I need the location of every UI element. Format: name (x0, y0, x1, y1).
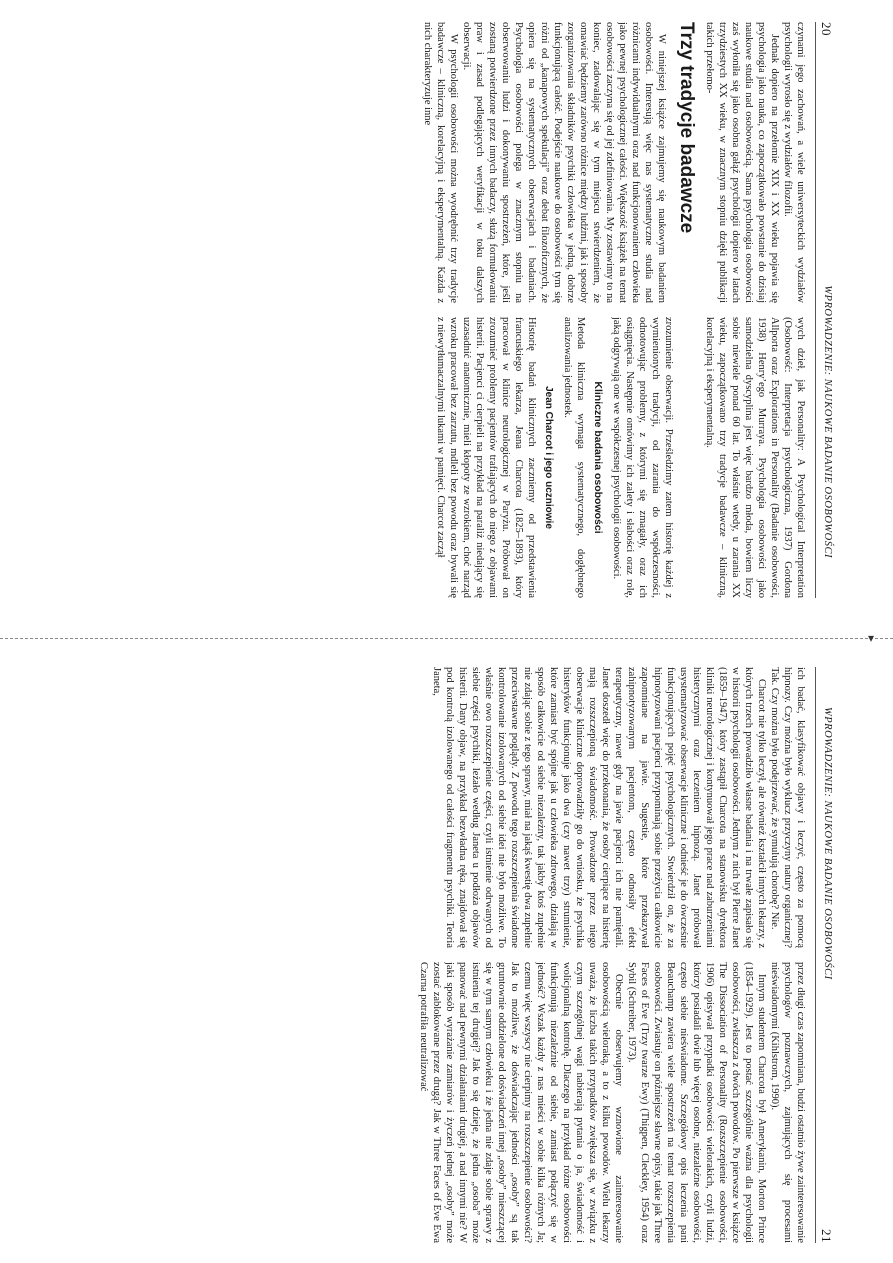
text-columns (407, 667, 807, 1243)
chapter-title: Trzy tradycje badawcze (676, 22, 697, 234)
paragraph: W psychologii osobowości można wyodrębnić trzy tradycje badawcze – kliniczną, korelacyjną i eksperymentalną. Każda z nich charakteryzuje inne (422, 22, 459, 303)
subsection-heading: Jean Charcot i jego uczniowie (543, 386, 554, 529)
paragraph: czynami jego zachowań, a wiele uniwersyteckich wydziałów psychologii wyrosło się z wydziałów filozofii. (782, 22, 806, 303)
paragraph: zrozumienie obserwacji. Prześledzimy zatem historię każdej z wymienionych tradycji, od zarania do współczesności, odnotowując problemy, z którymi się zmagały, oraz ich osiągnięcia. Następnie omówimy ich zalety i słabości oraz rolę, jaką odgrywają one we współczesnej psychologii osobowości. (611, 317, 674, 598)
binding-mark-icon: ▾ (868, 631, 875, 645)
paragraph: Metoda kliniczna wymaga systematycznego, dogłębnego analizowania jednostek. (562, 317, 586, 598)
column-right (407, 317, 807, 598)
column-left (407, 667, 807, 948)
column-left (407, 22, 807, 303)
page-gutter (0, 633, 893, 645)
paragraph: wych dzieł, jak Personality: A Psychological Interpretation (Osobowość: Interpretacja psychologiczna, 1937) Gordona Allporta oraz Explorations in Personality (Badanie osobowości, 1938) Henry’ego Murraya. Psychologia osobowości jako samodzielna dyscyplina jest więc bardzo młoda, bowiem liczy sobie niewiele ponad 60 lat. To właśnie wtedy, u zarania XX wieku, zapoczątkowano trzy tradycje badawcze – kliniczną, korelacyjną i eksperymentalną. (704, 317, 806, 598)
section-heading: Kliniczne badania osobowości (592, 381, 604, 534)
paragraph: Charcot nie tylko leczył, ale również kształcił innych lekarzy, z których trzech prowadziło własne badania i na trwałe zapisało się w historii psychologii osobowości. Jednym z nich był Pierre Janet (1859–1947), który zastąpił Charcota na stanowisku dyrektora kliniki neurologicznej i kontynuował jego prace nad zaburzeniami histerycznymi oraz leczeniem hipnozą. Janet próbował usystematyzować obserwacje kliniczne i odnieść je do ówcześnie funkcjonujących pojęć psychologicznych. Stwierdził on, że za hipnotyzowani pacjenci przypominają sobie przeżycia całkowicie zapomniane na jawie. Sugestie, które przekazywał zahipnotyzowanym pacjentom, często odnosiły efekt terapeutyczny, nawet gdy na jawie pacjenci ich nie pamiętali. Janet doszedł więc do przekonania, że osoby cierpiące na histerię mają rozszczepioną świadomość. Prowadzone przez niego obserwacje kliniczne doprowadziły go do wniosku, że psychika histeryków funkcjonuje jako dwa (czy nawet trzy) strumienie, które zamiast być spójne jak u człowieka zdrowego, działają w sposób całkowicie od siebie niezależny, tak jakby ktoś zupełnie nie zdając sobie z tego sprawy, miał na jakąś kwestię dwa zupełnie przeciwstawne poglądy. Z powodu tego rozszczepienia świadome kontrolowanie izolowanych od siebie idei nie było możliwe. To właśnie owo rozszczepienie części, czyli istnienie odrwanych od siebie części psychiki, leżało według Janeta u podłoża objawów histerii. Dany objaw, na przykład bezwładna ręka, znajdował się pod kontrolą izolowanego od całości fragmentu psychiki. Teoria Janeta, (431, 667, 767, 948)
paragraph: Obecnie obserwujemy wznowione zainteresowanie osobowością wieloraką, a to z kilku powodów. Wielu lekarzy uważa, że liczba takich przypadków zwiększa się, w związku z czym szczególnej wagi nabierają pytania o ja, świadomość i wolicjonalną kontrolę. Dlaczego na przykład różne osobowości funkcjonują niezależnie od siebie, zamiast połączyć się w jedność? Wszak każdy z nas mieści w sobie kilka różnych Ja; czemu więc wszyscy nie cierpimy na rozszczepienie osobowości? Jak to możliwe, że doświadczając jedności „osoby” są tak gruntownie oddzielone od doświadczeń innej „osoby” mieszczącej się w tym samym człowieku i że jedna nie zdaje sobie sprawy z istnienia tej drugiej? Jak to się dzieje, że jedna „osoba” może panować nad pewnymi działaniami drugiej, a nad innymi nie? W jaki sposób wyrażanie zamiarów i życzeń jednej „osoby” może zostać zablokowane przez drugą? Jak w Three Faces of Eve Ewa Czarna potrafiła neutralizować (418, 962, 624, 1243)
running-head (815, 22, 834, 598)
page-21 (402, 655, 842, 1255)
paragraph: W niniejszej książce zajmujemy się naukowym badaniem osobowości. Interesują więc nas systematyczne studia nad różnicami indywidualnymi oraz nad funkcjonowaniem człowieka jako pewnej psychologicznej całości. Większość książek na temat osobowości zaczyna się od jej zdefiniowania. My zostawimy to na koniec, zadowalając się w tym miejscu stwierdzeniem, że omawiać będziemy zarówno różnice między ludźmi, jak i sposoby zorganizowania składników psychiki człowieka w jedną, dobrze funkcjonującą całość. Podejście naukowe do osobowości tym się różni od „kanapowych spekulacji” oraz debat filozoficznych, że opiera się na systematycznych obserwacjach i badaniach. Psychologia osobowości polega w znacznym stopniu na obserwowaniu ludzi i dokonywaniu spostrzeżeń, które, jeśli zostaną potwierdzone przez innych badaczy, służą formułowaniu praw i zasad podlegających weryfikacji w toku dalszych obserwacji. (461, 22, 667, 303)
page-number: 21 (819, 1229, 834, 1243)
paragraph: Historię badań klinicznych zaczniemy od przedstawienia francuskiego lekarza, Jeana Charcota (1825–1893), który pracował w klinice neurologicznej w Paryżu. Próbował on zrozumieć problemy pacjentów trafiających do niego z objawami histerii. Pacjenci ci cierpieli na przykład na paraliż niedający się uzasadnić anatomicznie, mieli kłopoty ze wzrokiem, choć narząd wzroku pracował bez zarzutu, mdleli bez powodu oraz bywali się z niewytłumaczalnymi lukami w pamięci. Charcot zaczął (435, 317, 537, 598)
page-20 (402, 10, 842, 610)
paragraph: ich badać, klasyfikować objawy i leczyć, często za pomocą hipnozy. Czy można było wyklucz przyczyny natury organicznej? Tak. Czy można było podejrzewać, że symulują chorobę? Nie. (769, 667, 806, 948)
paragraph: Jednak dopiero na przełomie XIX i XX wieku pojawia się psychologia jako nauka, co zapoczątkowało powstanie do dzisiaj naukowe studia nad osobowością. Sama psychologia osobowości zaś wyłoniła się jako osobna gałąź psychologii dopiero w latach trzydziestych XX wieku, w znacznym stopniu dzięki publikacji takich przełomo- (704, 22, 780, 303)
column-right (407, 962, 807, 1243)
running-head (815, 667, 834, 1243)
running-head-title: WPROWADZENIE: NAUKOWE BADANIE OSOBOWOŚCI (822, 707, 833, 980)
paragraph: przez długi czas zapomniana, budzi ostatnio żywe zainteresowanie psychologów poznawczych, zajmujących się procesami nieświadomymi (Kihlstrom, 1990). (769, 962, 806, 1243)
text-columns (407, 22, 807, 598)
gutter-line (0, 638, 893, 639)
page-number: 20 (819, 22, 834, 36)
paragraph: Innym studentem Charcota był Amerykanin, Morton Prince (1854–1929). Jest to postać szczególnie ważna dla psychologii osobowości, zwłaszcza z dwóch powodów. Po pierwsze w książce The Dissociation of Personality (Rozszczepienie osobowości, 1906) opisywał przypadki osobowości wielorakich, czyli ludzi, którzy posiadali dwie lub więcej osobne, niezależne osobowości, często siebie nieświadome. Szczegółowy opis leczenia pani Beauchamp zawiera wiele spostrzeżeń na temat rozszczepienia osobowości. Zwiastuje on późniejsze sławne opisy, takie jak Three Faces of Eve (Trzy twarze Ewy) (Thigpen, Cleckley, 1954) oraz Sybil (Schreiber, 1973). (626, 962, 767, 1243)
running-head-title: WPROWADZENIE: NAUKOWE BADANIE OSOBOWOŚCI (822, 285, 833, 558)
